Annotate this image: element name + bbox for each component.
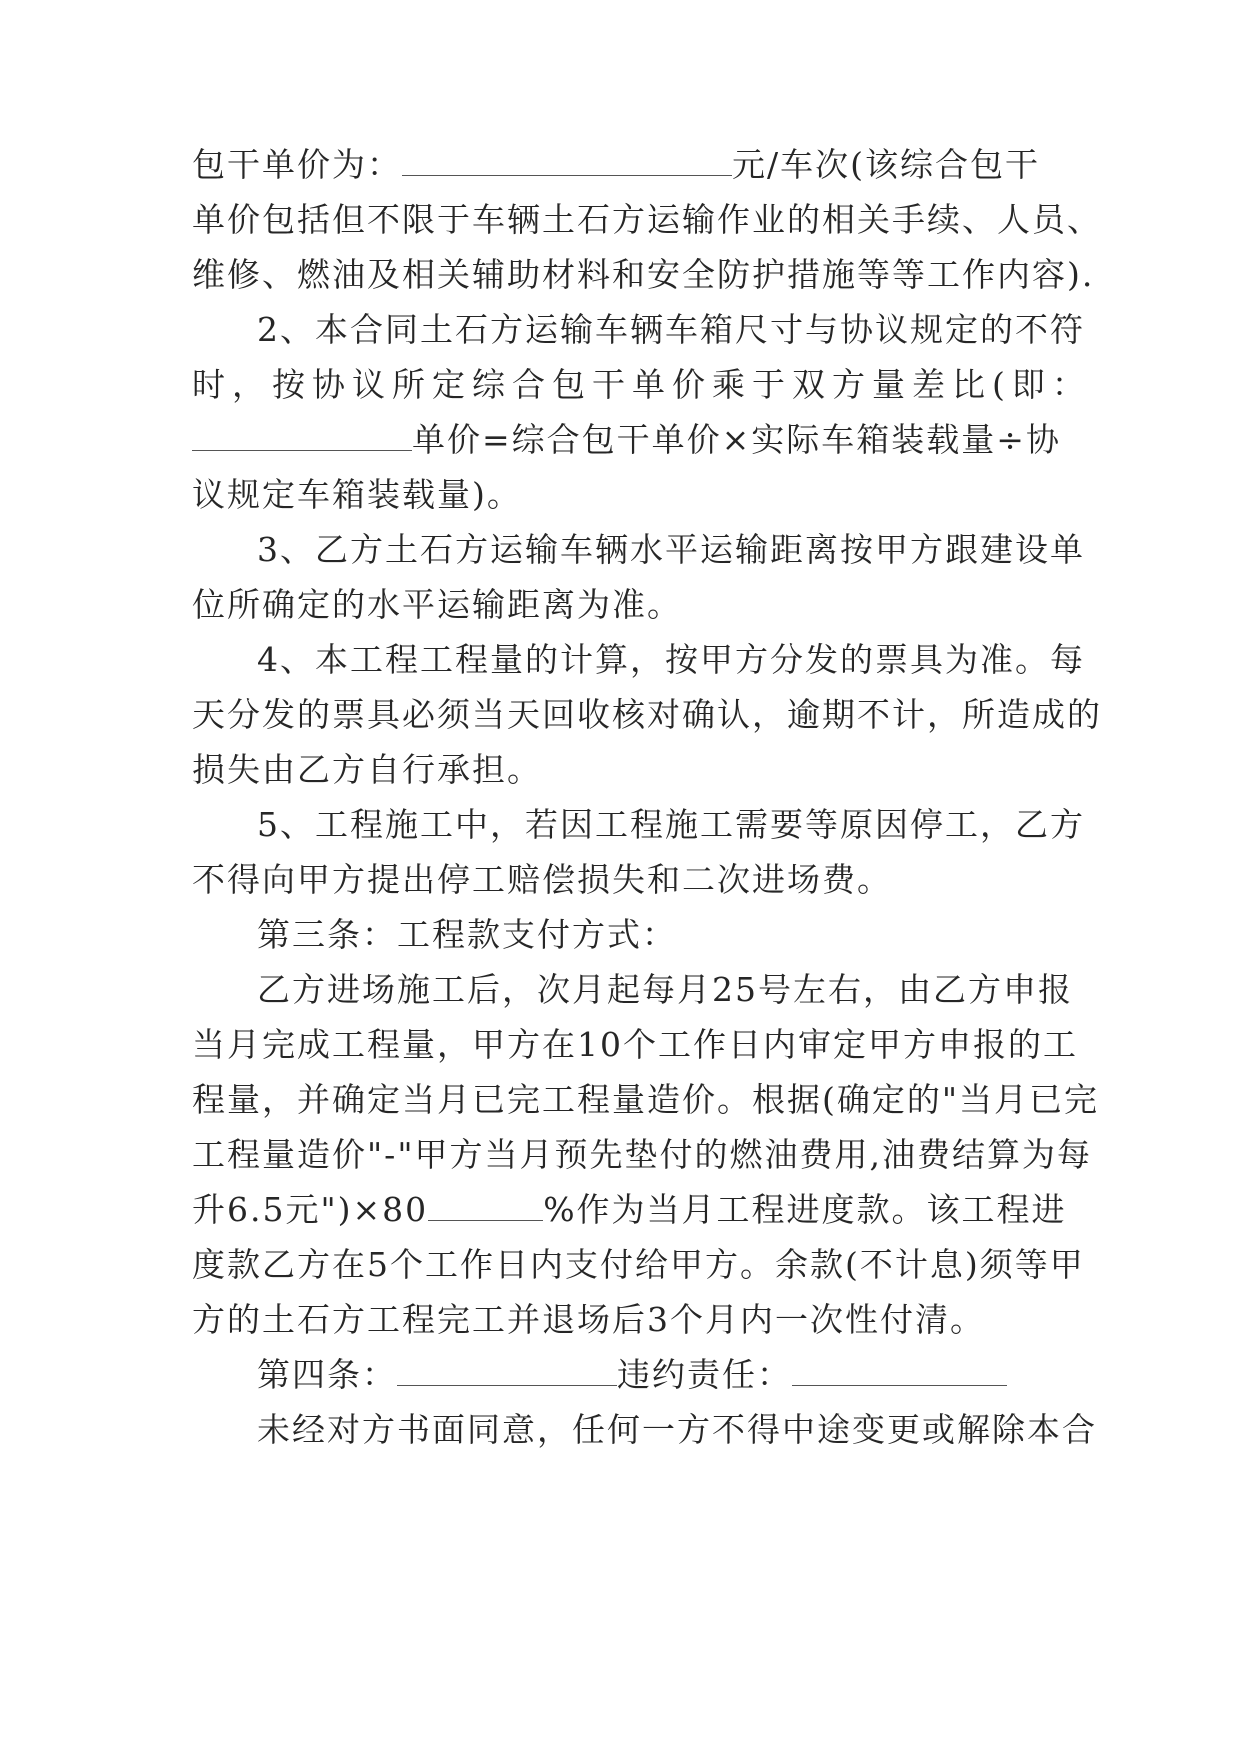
clause-3-line-2: 位所确定的水平运输距离为准。 [192, 585, 682, 624]
percentage-suffix: %作为当月工程进度款。该工程进 [543, 1190, 1067, 1229]
article-3-line-6: 度款乙方在5个工作日内支付给甲方。余款(不计息)须等甲 [192, 1245, 1085, 1284]
article-3-line-5 [192, 1190, 1072, 1230]
article-3-line-1: 乙方进场施工后，次月起每月25号左右，由乙方申报 [257, 970, 1073, 1009]
text-line-3: 维修、燃油及相关辅助材料和安全防护措施等等工作内容). [192, 255, 1095, 294]
clause-2-line-3 [192, 420, 1072, 460]
clause-2-line-4: 议规定车箱装载量)。 [192, 475, 522, 514]
clause-3-line-1: 3、乙方土石方运输车辆水平运输距离按甲方跟建设单 [257, 530, 1085, 569]
article-4-blank [397, 1357, 617, 1386]
clause-4-line-1: 4、本工程工程量的计算，按甲方分发的票具为准。每 [257, 640, 1085, 679]
percentage-blank [428, 1192, 543, 1221]
clause-4-line-3: 损失由乙方自行承担。 [192, 750, 542, 789]
unit-price-blank [402, 147, 732, 176]
breach-liability-blank [792, 1357, 1007, 1386]
clause-2-line-1: 2、本合同土石方运输车辆车箱尺寸与协议规定的不符 [257, 310, 1085, 349]
clause-5-line-1: 5、工程施工中，若因工程施工需要等原因停工，乙方 [257, 805, 1085, 844]
article-3-line-7: 方的土石方工程完工并退场后3个月内一次性付清。 [192, 1300, 985, 1339]
article-4-heading [257, 1355, 1072, 1395]
adjusted-price-formula: 单价=综合包干单价×实际车箱装载量÷协 [412, 420, 1061, 459]
clause-2-line-2: 时，按协议所定综合包干单价乘于双方量差比(即： [192, 365, 1092, 404]
article-3-line-4: 工程量造价"-"甲方当月预先垫付的燃油费用,油费结算为每 [192, 1135, 1092, 1174]
unit-price-suffix: 元/车次(该综合包干 [732, 145, 1040, 184]
text-line-1 [192, 145, 1072, 185]
clause-4-line-2: 天分发的票具必须当天回收核对确认，逾期不计，所造成的 [192, 695, 1102, 734]
unit-price-label: 包干单价为： [192, 145, 402, 184]
article-4-line-1: 未经对方书面同意，任何一方不得中途变更或解除本合 [257, 1410, 1097, 1449]
article-3-line-2: 当月完成工程量，甲方在10个工作日内审定甲方申报的工 [192, 1025, 1078, 1064]
article-3-heading: 第三条：工程款支付方式： [257, 915, 677, 954]
adjusted-price-blank [192, 422, 412, 451]
article-4-label: 第四条： [257, 1355, 397, 1394]
clause-5-line-2: 不得向甲方提出停工赔偿损失和二次进场费。 [192, 860, 892, 899]
text-line-2: 单价包括但不限于车辆土石方运输作业的相关手续、人员、 [192, 200, 1102, 239]
percentage-prefix: 升6.5元")×80 [192, 1190, 429, 1229]
breach-liability-label: 违约责任： [617, 1355, 792, 1394]
article-3-line-3: 程量，并确定当月已完工程量造价。根据(确定的"当月已完 [192, 1080, 1100, 1119]
